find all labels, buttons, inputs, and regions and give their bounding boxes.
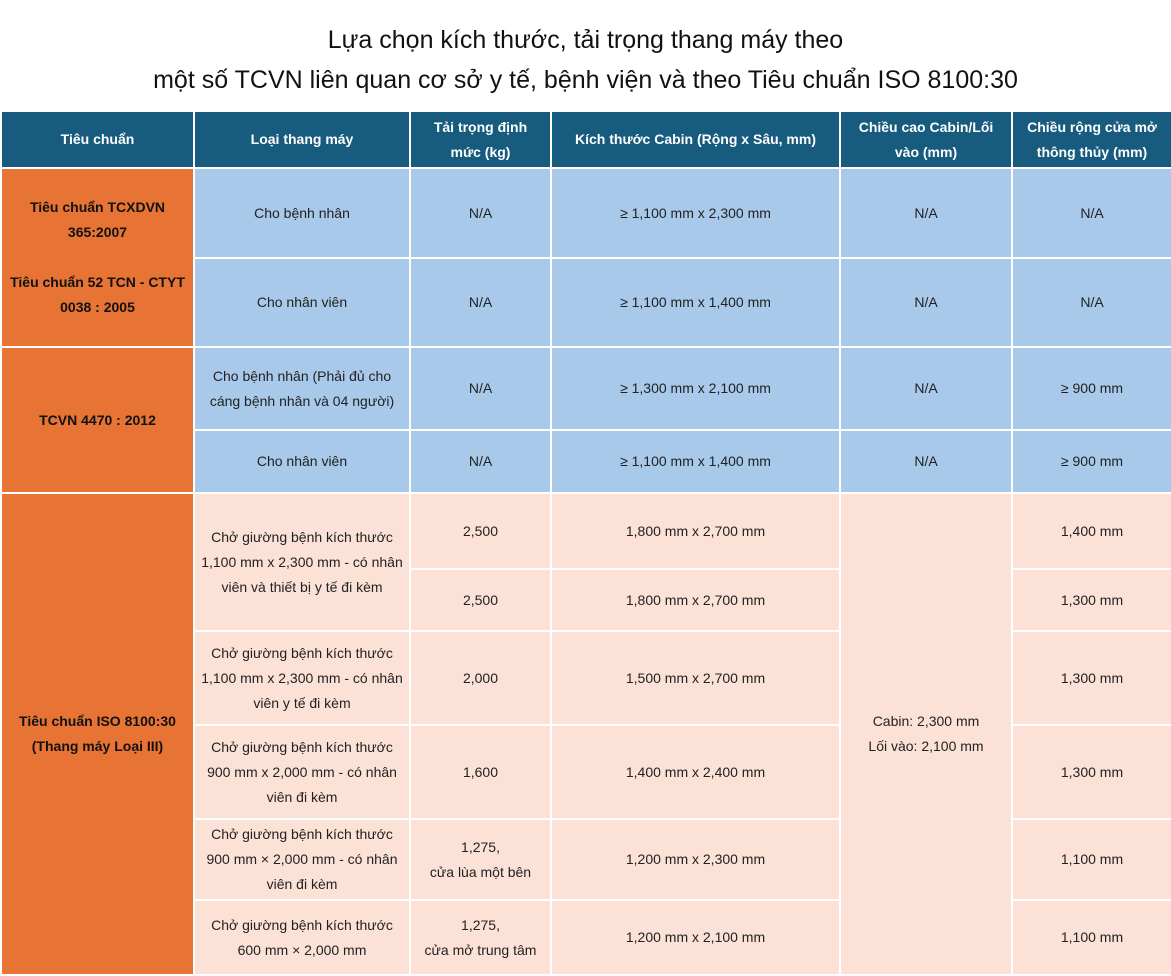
cell-door: ≥ 900 mm — [1012, 347, 1171, 430]
cell-load: 2,500 — [410, 569, 551, 631]
cell-load: 2,000 — [410, 631, 551, 725]
standard-cell-tcxdvn — [1, 168, 194, 347]
cell-door: 1,300 mm — [1012, 569, 1171, 631]
standard-cell-tcvn4470: TCVN 4470 : 2012 — [1, 347, 194, 493]
standard-cell-iso8100 — [1, 493, 194, 975]
cell-type: Chở giường bệnh kích thước 900 mm × 2,000 mm - có nhân viên đi kèm — [194, 819, 410, 900]
cell-load: 2,500 — [410, 493, 551, 569]
load-note: cửa lùa một bên — [429, 863, 532, 880]
header-door: Chiều rộng cửa mở thông thủy (mm) — [1012, 111, 1171, 168]
cell-load: N/A — [410, 347, 551, 430]
cell-door: ≥ 900 mm — [1012, 430, 1171, 493]
cell-height: N/A — [840, 168, 1012, 258]
load-value: 1,275, — [461, 916, 500, 933]
cell-cabin: 1,500 mm x 2,700 mm — [551, 631, 840, 725]
cell-load: 1,600 — [410, 725, 551, 819]
cell-cabin: 1,200 mm x 2,300 mm — [551, 819, 840, 900]
cell-door: 1,100 mm — [1012, 819, 1171, 900]
cell-height: N/A — [840, 430, 1012, 493]
cell-cabin: ≥ 1,300 mm x 2,100 mm — [551, 347, 840, 430]
cell-cabin: ≥ 1,100 mm x 2,300 mm — [551, 168, 840, 258]
elevator-standards-table — [0, 110, 1171, 976]
height-cabin: Cabin: 2,300 mm — [872, 713, 980, 729]
cell-height: N/A — [840, 258, 1012, 347]
height-entrance: Lối vào: 2,100 mm — [868, 738, 984, 754]
cell-type: Cho bệnh nhân (Phải đủ cho cáng bệnh nhân và 04 người) — [194, 347, 410, 430]
standard-iso-line-1: Tiêu chuẩn ISO 8100:30 — [19, 713, 176, 729]
cell-cabin: 1,800 mm x 2,700 mm — [551, 493, 840, 569]
cell-load: N/A — [410, 258, 551, 347]
cell-load: N/A — [410, 430, 551, 493]
standard-tcxdvn: Tiêu chuẩn TCXDVN 365:2007 — [29, 199, 166, 240]
cell-type: Chở giường bệnh kích thước 600 mm × 2,000 mm — [194, 900, 410, 975]
cell-cabin: ≥ 1,100 mm x 1,400 mm — [551, 430, 840, 493]
page-title — [0, 0, 1171, 108]
load-value: 1,275, — [461, 838, 500, 855]
title-line-2: một số TCVN liên quan cơ sở y tế, bệnh viện và theo Tiêu chuẩn ISO 8100:30 — [153, 66, 1018, 94]
cell-type: Cho nhân viên — [194, 430, 410, 493]
cell-door: N/A — [1012, 258, 1171, 347]
header-cabin: Kích thước Cabin (Rộng x Sâu, mm) — [551, 111, 840, 168]
cell-cabin: 1,200 mm x 2,100 mm — [551, 900, 840, 975]
table-row — [1, 347, 1171, 430]
cell-cabin: ≥ 1,100 mm x 1,400 mm — [551, 258, 840, 347]
cell-door: 1,400 mm — [1012, 493, 1171, 569]
cell-cabin: 1,400 mm x 2,400 mm — [551, 725, 840, 819]
title-line-1: Lựa chọn kích thước, tải trọng thang máy theo — [327, 26, 844, 54]
cell-door: 1,300 mm — [1012, 631, 1171, 725]
cell-type: Cho bệnh nhân — [194, 168, 410, 258]
cell-type: Chở giường bệnh kích thước 1,100 mm x 2,300 mm - có nhân viên y tế đi kèm — [194, 631, 410, 725]
cell-type: Chở giường bệnh kích thước 900 mm x 2,000 mm - có nhân viên đi kèm — [194, 725, 410, 819]
standard-52tcn: Tiêu chuẩn 52 TCN - CTYT 0038 : 2005 — [10, 274, 185, 315]
cell-height-iso — [840, 493, 1012, 975]
standard-iso-line-2: (Thang máy Loại III) — [31, 738, 164, 754]
header-load: Tải trọng định mức (kg) — [410, 111, 551, 168]
load-note: cửa mở trung tâm — [424, 941, 537, 958]
header-row — [1, 111, 1171, 168]
header-height: Chiều cao Cabin/Lối vào (mm) — [840, 111, 1012, 168]
cell-type: Chở giường bệnh kích thước 1,100 mm x 2,300 mm - có nhân viên và thiết bị y tế đi kèm — [194, 493, 410, 631]
cell-door: 1,300 mm — [1012, 725, 1171, 819]
header-type: Loại thang máy — [194, 111, 410, 168]
cell-door: 1,100 mm — [1012, 900, 1171, 975]
cell-cabin: 1,800 mm x 2,700 mm — [551, 569, 840, 631]
table-row — [1, 168, 1171, 258]
table-row — [1, 493, 1171, 569]
cell-load — [410, 819, 551, 900]
cell-height: N/A — [840, 347, 1012, 430]
cell-door: N/A — [1012, 168, 1171, 258]
cell-type: Cho nhân viên — [194, 258, 410, 347]
header-standard: Tiêu chuẩn — [1, 111, 194, 168]
cell-load: N/A — [410, 168, 551, 258]
cell-load — [410, 900, 551, 975]
